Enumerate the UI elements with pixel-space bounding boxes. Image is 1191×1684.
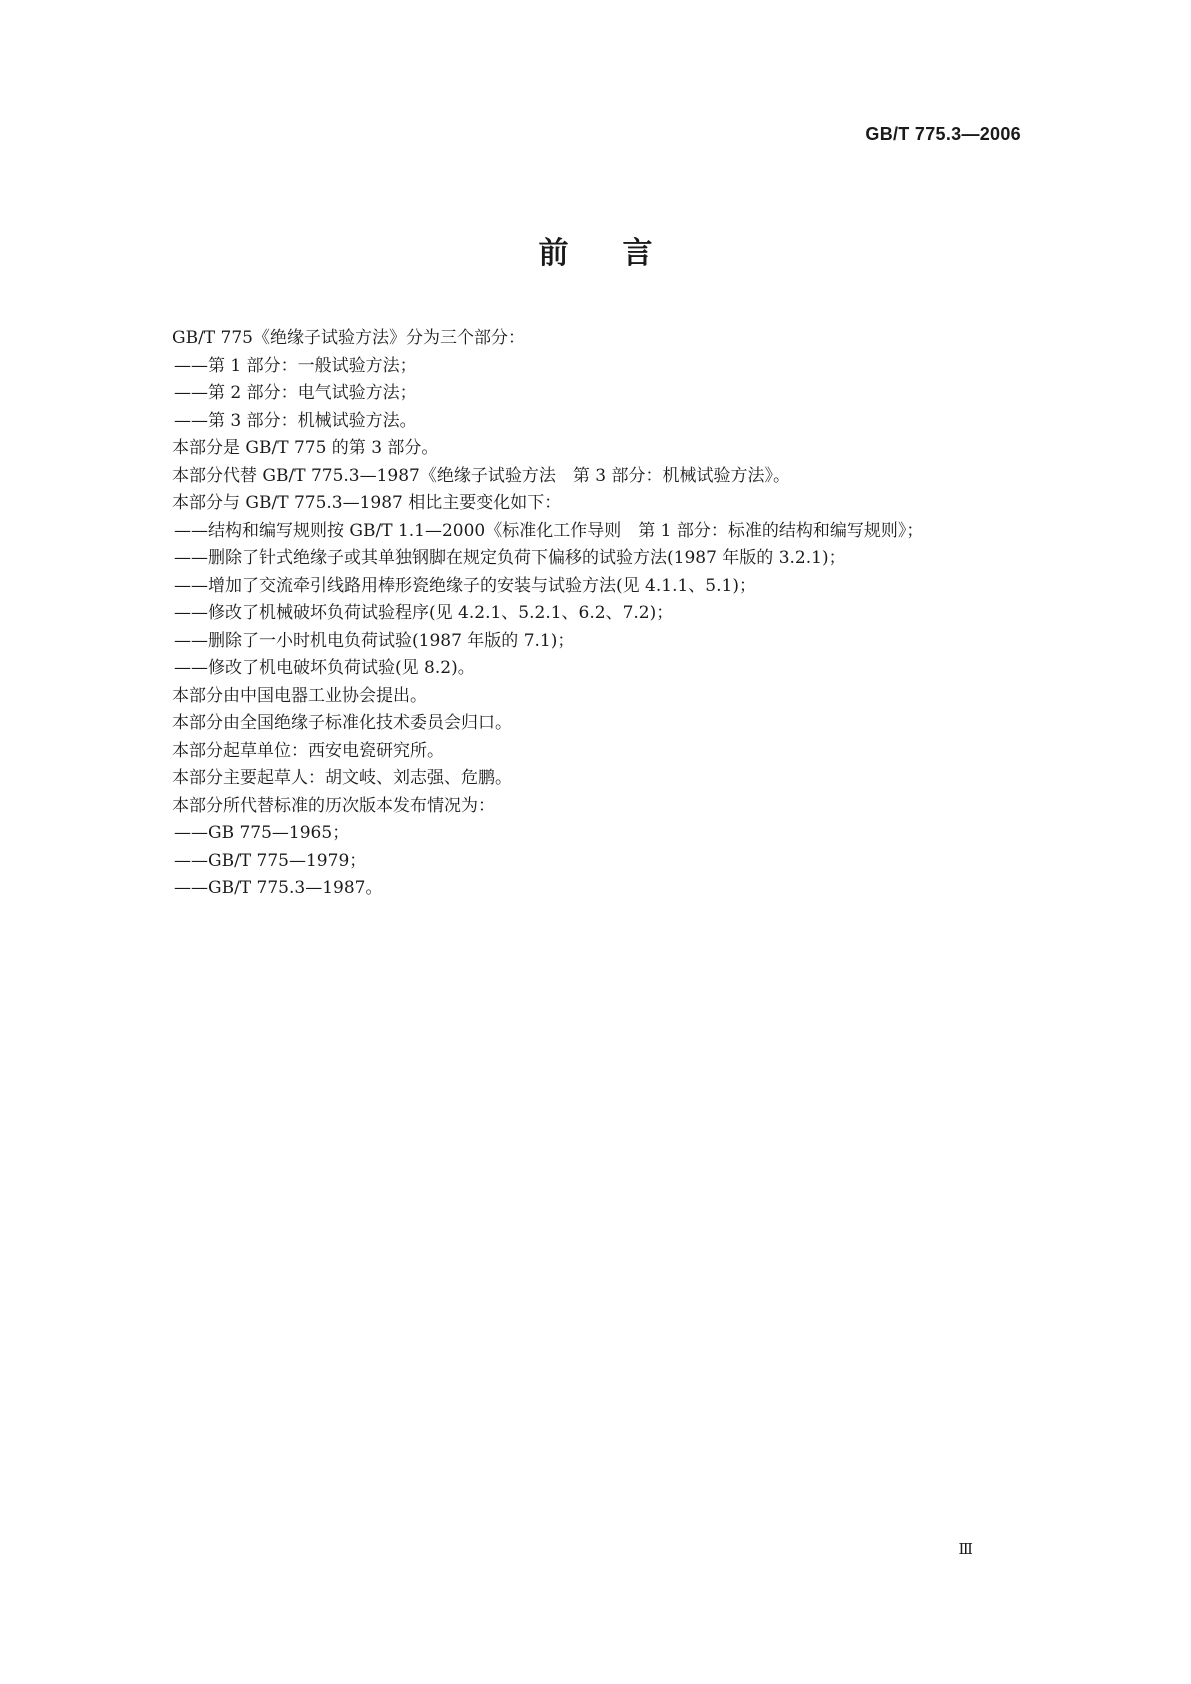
list-item: ——修改了机械破坏负荷试验程序(见 4.2.1、5.2.1、6.2、7.2)；: [174, 603, 674, 623]
list-item: ——增加了交流牵引线路用棒形瓷绝缘子的安装与试验方法(见 4.1.1、5.1)；: [174, 575, 756, 596]
list-item: ——修改了机电破坏负荷试验(见 8.2)。: [174, 658, 475, 678]
body-line: 本部分起草单位：西安电瓷研究所。: [172, 740, 444, 761]
body-line: 本部分主要起草人：胡文岐、刘志强、危鹏。: [172, 768, 512, 788]
list-item: ——第 1 部分：一般试验方法；: [174, 355, 417, 376]
body-line: 本部分与 GB/T 775.3—1987 相比主要变化如下：: [172, 493, 562, 513]
standard-number-header: GB/T 775.3—2006: [865, 124, 1021, 144]
body-line: 本部分由中国电器工业协会提出。: [172, 685, 427, 706]
list-item: ——结构和编写规则按 GB/T 1.1—2000《标准化工作导则 第 1 部分：标准的结构和编写规则》；: [174, 520, 924, 541]
list-item: ——GB/T 775.3—1987。: [174, 878, 383, 898]
foreword-body: [172, 325, 1052, 903]
list-item: ——GB/T 775—1979；: [174, 850, 367, 871]
body-line: 本部分由全国绝缘子标准化技术委员会归口。: [172, 713, 512, 733]
page-number: Ⅲ: [958, 1540, 973, 1558]
body-line: 本部分代替 GB/T 775.3—1987《绝缘子试验方法 第 3 部分：机械试验方法》。: [172, 465, 791, 486]
list-item: ——GB 775—1965；: [174, 823, 350, 843]
body-line: GB/T 775《绝缘子试验方法》分为三个部分：: [172, 328, 525, 348]
list-item: ——删除了一小时机电负荷试验(1987 年版的 7.1)；: [174, 630, 575, 651]
page-title: 前言: [538, 236, 707, 271]
list-item: ——删除了针式绝缘子或其单独钢脚在规定负荷下偏移的试验方法(1987 年版的 3.2.1)；: [174, 548, 846, 568]
list-item: ——第 3 部分：机械试验方法。: [174, 410, 417, 431]
body-line: 本部分所代替标准的历次版本发布情况为：: [172, 795, 495, 816]
body-line: 本部分是 GB/T 775 的第 3 部分。: [172, 438, 439, 458]
list-item: ——第 2 部分：电气试验方法；: [174, 383, 417, 403]
